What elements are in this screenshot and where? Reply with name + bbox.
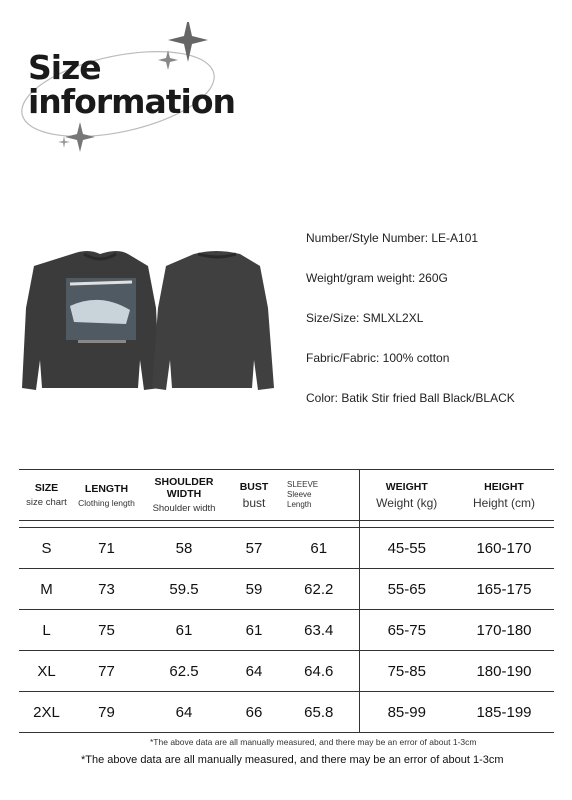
info-style-number: Number/Style Number: LE-A101 [306,231,479,245]
header-sleeve: SLEEVE Sleeve Length [279,470,359,521]
title-block [18,22,236,142]
cell-shoulder: 59.5 [139,569,229,610]
header-weight: WEIGHT Weight (kg) [359,470,454,521]
cell-weight: 85-99 [359,692,454,733]
table-row [19,569,554,610]
cell-length: 77 [74,651,139,692]
table-row [19,528,554,569]
cell-bust: 66 [229,692,279,733]
cell-sleeve: 65.8 [279,692,359,733]
measurement-note-small: *The above data are all manually measured, and there may be an error of about 1-3cm [150,737,477,747]
cell-length: 75 [74,610,139,651]
cell-sleeve: 62.2 [279,569,359,610]
cell-size: XL [19,651,74,692]
header-shoulder: SHOULDER WIDTH Shoulder width [139,470,229,521]
table-spacer-row [19,521,554,528]
cell-sleeve: 63.4 [279,610,359,651]
cell-size: L [19,610,74,651]
cell-size: S [19,528,74,569]
header-bust: BUST bust [229,470,279,521]
product-info-list [306,226,556,426]
info-weight: Weight/gram weight: 260G [306,271,448,285]
info-size: Size/Size: SMLXL2XL [306,311,424,325]
shirt-back-image [152,251,274,390]
cell-size: 2XL [19,692,74,733]
header-height: HEIGHT Height (cm) [454,470,554,521]
cell-size: M [19,569,74,610]
info-fabric: Fabric/Fabric: 100% cotton [306,351,450,365]
cell-bust: 59 [229,569,279,610]
title-size: Size [28,48,101,87]
cell-bust: 57 [229,528,279,569]
sparkle-star-icon [168,22,208,62]
shirt-front-image [22,251,160,390]
sparkle-star-icon [65,122,95,152]
cell-shoulder: 64 [139,692,229,733]
table-row [19,610,554,651]
info-color: Color: Batik Stir fried Ball Black/BLACK [306,391,515,405]
cell-height: 180-190 [454,651,554,692]
cell-sleeve: 61 [279,528,359,569]
cell-shoulder: 61 [139,610,229,651]
size-table [19,469,554,733]
header-size: SIZE size chart [19,470,74,521]
cell-length: 71 [74,528,139,569]
cell-weight: 55-65 [359,569,454,610]
title-information: information [28,82,236,121]
header-length: LENGTH Clothing length [74,470,139,521]
cell-weight: 65-75 [359,610,454,651]
table-row [19,651,554,692]
cell-length: 79 [74,692,139,733]
cell-weight: 45-55 [359,528,454,569]
shirt-images [22,248,290,396]
cell-bust: 64 [229,651,279,692]
cell-sleeve: 64.6 [279,651,359,692]
cell-height: 165-175 [454,569,554,610]
table-row [19,692,554,733]
cell-bust: 61 [229,610,279,651]
cell-length: 73 [74,569,139,610]
cell-weight: 75-85 [359,651,454,692]
table-header-row [19,470,554,521]
cell-height: 170-180 [454,610,554,651]
cell-shoulder: 58 [139,528,229,569]
cell-shoulder: 62.5 [139,651,229,692]
cell-height: 185-199 [454,692,554,733]
measurement-note-large: *The above data are all manually measured, and there may be an error of about 1-3cm [81,754,504,766]
sparkle-star-icon [58,136,70,148]
cell-height: 160-170 [454,528,554,569]
